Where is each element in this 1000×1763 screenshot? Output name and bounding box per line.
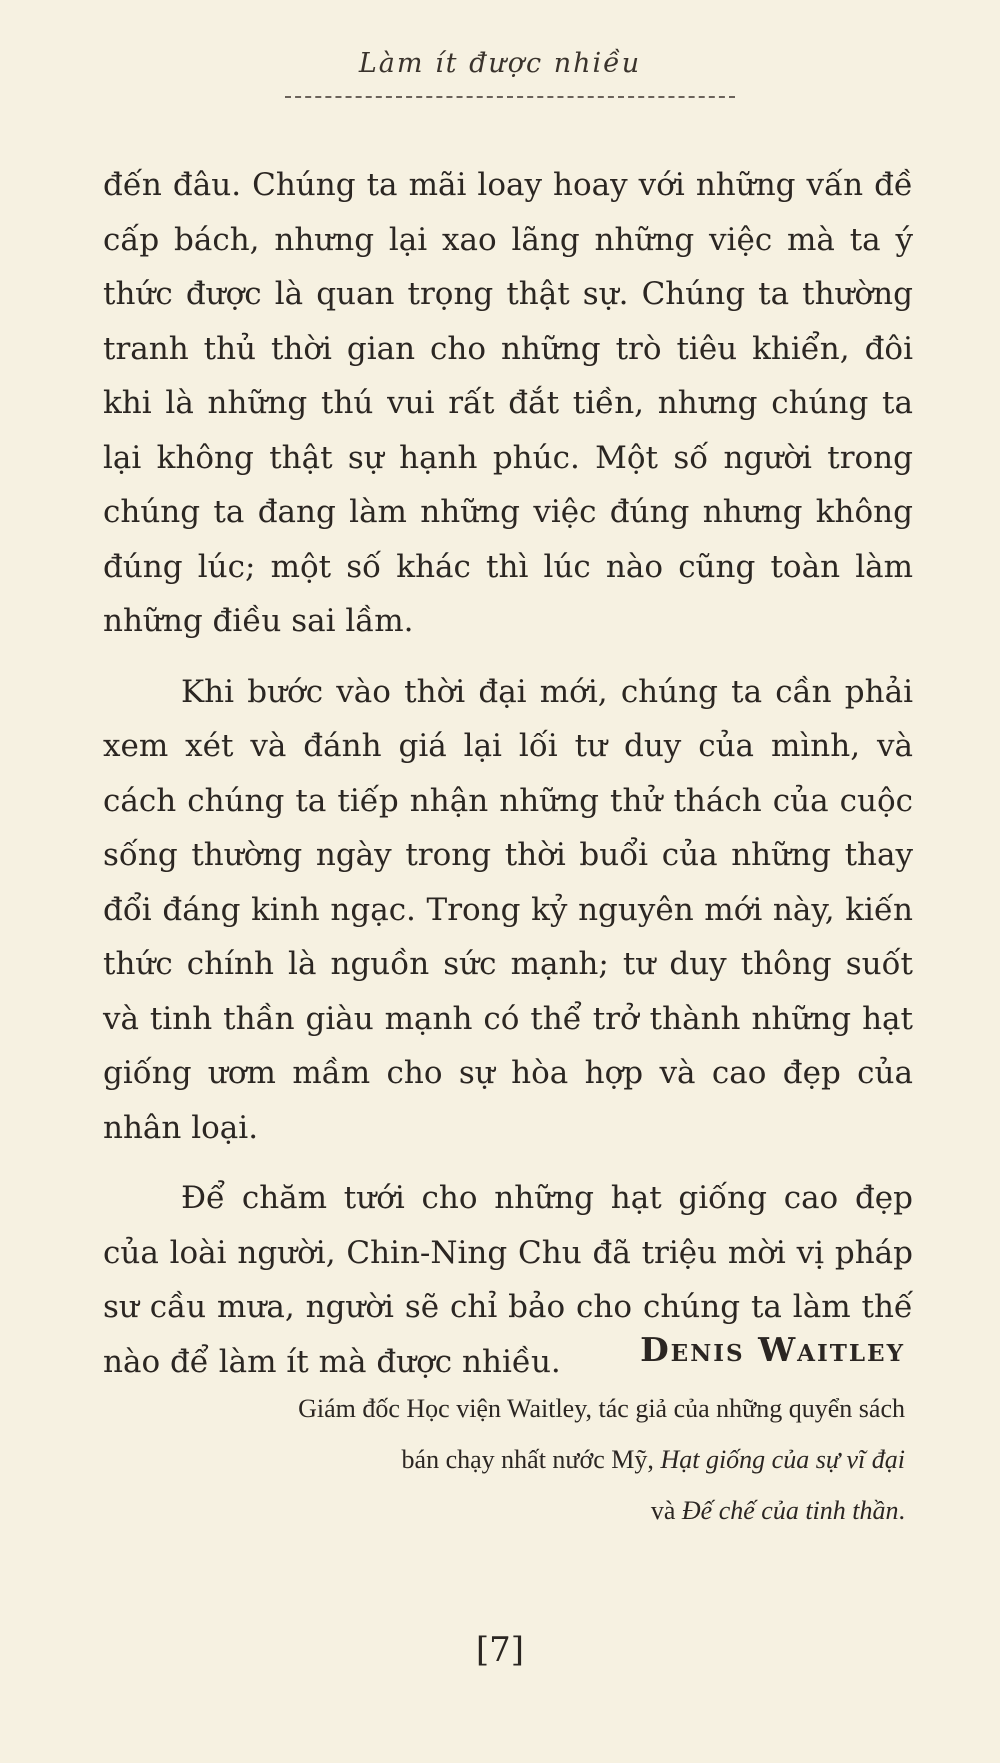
paragraph-3: Để chăm tưới cho những hạt giống cao đẹp của loài người, Chin-Ning Chu đã triệu mời vị pháp sư cầu mưa, người sẽ chỉ bảo cho chúng ta làm thế nào để làm ít mà được nhiều. [103, 1180, 913, 1380]
running-header-title: Làm ít được nhiều [358, 48, 642, 79]
credit-book-title-1: Hạt giống của sự vĩ đại [660, 1445, 905, 1474]
author-credit [145, 1383, 905, 1536]
credit-line-3-suffix: . [898, 1496, 905, 1525]
credit-line-3 [145, 1485, 905, 1536]
page-number: [7] [475, 1630, 525, 1670]
paragraph-2: Khi bước vào thời đại mới, chúng ta cần phải xem xét và đánh giá lại lối tư duy của mình, và cách chúng ta tiếp nhận những thử thách của cuộc sống thường ngày trong thời buổi của những thay đổi đáng kinh ngạc. Trong kỷ nguyên mới này, kiến thức chính là nguồn sức mạnh; tư duy thông suốt và tinh thần giàu mạnh có thể trở thành những hạt giống ươm mầm cho sự hòa hợp và cao đẹp của nhân loại. [103, 673, 913, 1146]
credit-line-2-prefix: bán chạy nhất nước Mỹ, [401, 1445, 661, 1474]
header-dashed-rule [285, 96, 735, 98]
credit-line-1: Giám đốc Học viện Waitley, tác giả của những quyển sách [298, 1394, 905, 1423]
body-text [103, 158, 913, 1389]
credit-line-3-prefix: và [650, 1496, 682, 1525]
author-signature: Denis Waitley [640, 1330, 905, 1369]
paragraph-1: đến đâu. Chúng ta mãi loay hoay với những vấn đề cấp bách, nhưng lại xao lãng những việc mà ta ý thức được là quan trọng thật sự. Chúng ta thường tranh thủ thời gian cho những trò tiêu khiển, đôi khi là những thú vui rất đắt tiền, nhưng chúng ta lại không thật sự hạnh phúc. Một số người trong chúng ta đang làm những việc đúng nhưng không đúng lúc; một số khác thì lúc nào cũng toàn làm những điều sai lầm. [103, 167, 913, 639]
credit-line-2 [145, 1434, 905, 1485]
credit-book-title-2: Đế chế của tinh thần [681, 1496, 899, 1525]
